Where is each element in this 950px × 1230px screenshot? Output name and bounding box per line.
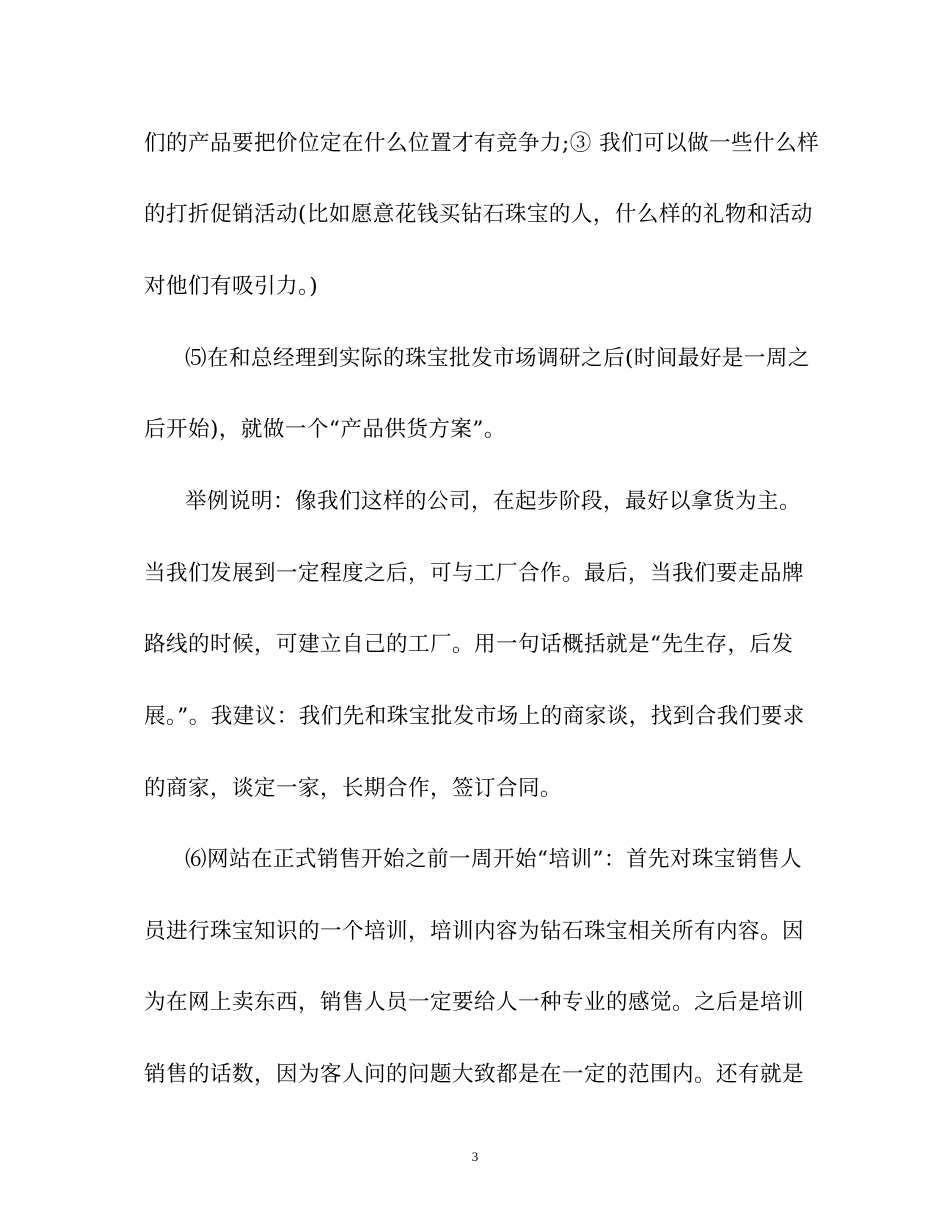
text-line: 展。”。我建议：我们先和珠宝批发市场上的商家谈，找到合我们要求 [144,704,805,729]
text-line: 员进行珠宝知识的一个培训，培训内容为钻石珠宝相关所有内容。因 [144,919,805,944]
text-line: 路线的时候，可建立自己的工厂。用一句话概括就是“先生存，后发 [144,632,794,657]
paragraph-6-first-line: ⑹网站在正式销售开始之前一周开始“培训”：首先对珠宝销售人 [185,847,802,872]
text-line: 对他们有吸引力。) [144,274,319,299]
paragraph-5-first-line: ⑸在和总经理到实际的珠宝批发市场调研之后(时间最好是一周之 [185,346,810,371]
example-paragraph-first-line: 举例说明：像我们这样的公司，在起步阶段，最好以拿货为主。 [185,489,802,514]
text-line: 为在网上卖东西，销售人员一定要给人一种专业的感觉。之后是培训 [144,990,805,1015]
text-line: 的打折促销活动(比如愿意花钱买钻石珠宝的人，什么样的礼物和活动 [144,202,813,227]
page-number: 3 [471,1149,479,1164]
text-line: 销售的话数，因为客人问的问题大致都是在一定的范围内。还有就是 [144,1062,805,1087]
text-line: 当我们发展到一定程度之后，可与工厂合作。最后，当我们要走品牌 [144,561,805,586]
text-line: 后开始)，就做一个“产品供货方案”。 [144,417,506,442]
text-line: 们的产品要把价位定在什么位置才有竞争力;③ 我们可以做一些什么样 [144,131,820,156]
text-line: 的商家，谈定一家，长期合作，签订合同。 [144,776,563,801]
